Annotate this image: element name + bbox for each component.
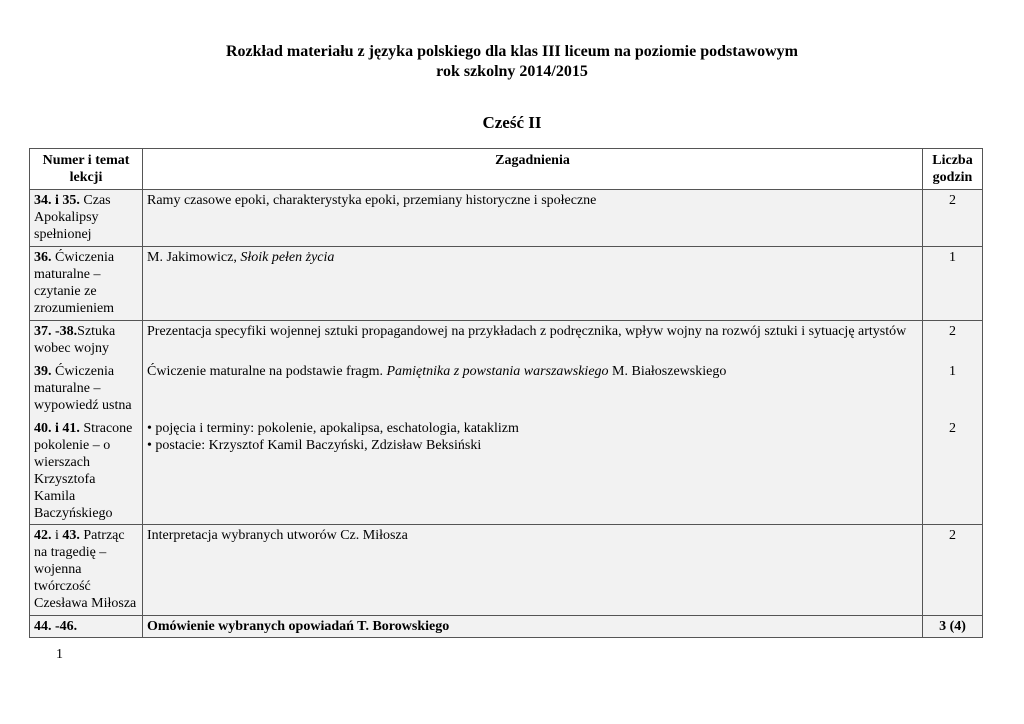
header-topics: Zagadnienia [143, 149, 923, 190]
lesson-topic: Patrząc na tragedię – wojenna twórczość Czesława Miłosza [34, 527, 137, 611]
content-cell [143, 247, 923, 321]
hours-cell: 2 [923, 190, 983, 247]
lesson-number: 40. i 41. [34, 420, 80, 436]
content-cell: Ramy czasowe epoki, charakterystyka epoki, przemiany historyczne i społeczne [143, 190, 923, 247]
table-row [30, 321, 983, 361]
hours-cell: 1 [923, 247, 983, 321]
hours-cell: 2 [923, 524, 983, 615]
lesson-plan-table [29, 148, 983, 638]
lesson-cell [30, 321, 143, 361]
lesson-topic: Czas Apokalipsy spełnionej [34, 193, 111, 242]
lesson-number-joiner: i [51, 527, 63, 543]
title-line-1: Rozkład materiału z języka polskiego dla klas III liceum na poziomie podstawowym [225, 43, 798, 60]
lesson-cell [30, 524, 143, 615]
hours-cell: 3 (4) [923, 615, 983, 637]
table-row [30, 190, 983, 247]
lesson-cell [30, 418, 143, 525]
header-hours: Liczba godzin [923, 149, 983, 190]
content-cell [143, 418, 923, 525]
lesson-topic: Ćwiczenia maturalne – wypowiedź ustna [34, 363, 132, 413]
lesson-topic: Sztuka wobec wojny [34, 324, 116, 356]
table-header-row [30, 149, 983, 190]
lesson-topic: Stracone pokolenie – o wierszach Krzysztofa Kamila Baczyńskiego [34, 420, 133, 521]
lesson-topic: Ćwiczenia maturalne – czytanie ze zrozumieniem [34, 250, 115, 316]
table-row [30, 361, 983, 418]
content-text: M. Jakimowicz, [147, 250, 241, 265]
content-cell: Interpretacja wybranych utworów Cz. Miłosza [143, 524, 923, 615]
lesson-number: 36. [34, 250, 52, 265]
lesson-cell [30, 190, 143, 247]
lesson-number: 42. [34, 527, 52, 543]
lesson-number: 34. i 35. [34, 193, 80, 208]
hours-cell: 2 [923, 418, 983, 525]
bullet-item: • pojęcia i terminy: pokolenie, apokalipsa, eschatologia, kataklizm [147, 420, 519, 436]
hours-cell: 1 [923, 361, 983, 418]
lesson-number: 37. -38. [34, 324, 78, 339]
table-row [30, 418, 983, 525]
table-row [30, 524, 983, 615]
content-cell: Prezentacja specyfiki wojennej sztuki propagandowej na przykładach z podręcznika, wpływ wojny na rozwój sztuki i sytuację artystów [143, 321, 923, 361]
part-title: Cześć II [482, 113, 542, 132]
hours-cell: 2 [923, 321, 983, 361]
content-cell [143, 361, 923, 418]
bullet-item: • postacie: Krzysztof Kamil Baczyński, Zdzisław Beksiński [147, 437, 482, 453]
content-cell: Omówienie wybranych opowiadań T. Borowskiego [143, 615, 923, 637]
page-number: 1 [56, 647, 63, 662]
table-row [30, 615, 983, 637]
lesson-cell [30, 361, 143, 418]
table-row [30, 247, 983, 321]
content-title: Pamiętnika z powstania warszawskiego [386, 363, 609, 379]
content-title: Słoik pełen życia [240, 250, 335, 265]
lesson-cell: 44. -46. [30, 615, 143, 637]
header-lesson-number: Numer i temat lekcji [30, 149, 143, 190]
lesson-number-2: 43. [62, 527, 80, 543]
title-line-2: rok szkolny 2014/2015 [436, 63, 588, 80]
content-author: M. Białoszewskiego [608, 363, 727, 379]
lesson-cell [30, 247, 143, 321]
content-text: Ćwiczenie maturalne na podstawie fragm. [147, 363, 387, 379]
lesson-number: 39. [34, 363, 52, 379]
document-title [0, 42, 1024, 82]
